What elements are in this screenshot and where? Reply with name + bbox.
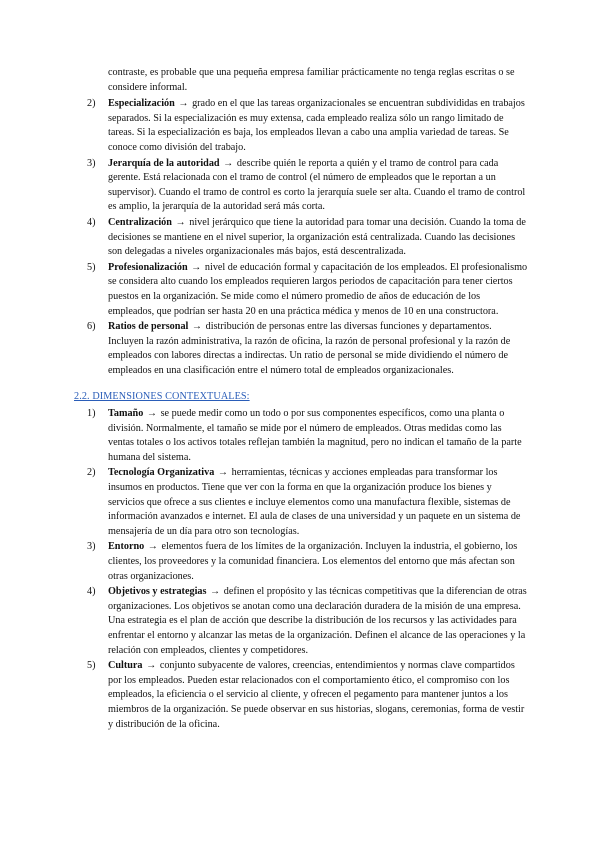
item-text: nivel jerárquico que tiene la autoridad para tomar una decisión. Cuando la toma de decisiones se mantiene en el nivel superior, la organización está centralizada. Cuando las decisiones son delegadas a niveles organizacionales más bajos, está descentralizada. xyxy=(108,216,526,258)
arrow-icon: → xyxy=(210,586,221,598)
list-item xyxy=(78,261,528,319)
item-term: Tamaño xyxy=(108,408,144,420)
item-text: nivel de educación formal y capacitación de los empleados. El profesionalismo se considera alto cuando los empleados requieren largos periodos de capacitación para tener ciertos puestos en la organización. Se mide como el número promedio de años de educación de los empleados, que podrían ser hasta 20 en una práctica médica y menos de 10 en una constructora. xyxy=(108,261,528,317)
continuation-paragraph: contraste, es probable que una pequeña empresa familiar prácticamente no tenga reglas escritas o se considere informal. xyxy=(108,67,515,93)
arrow-icon: → xyxy=(191,261,202,273)
item-term: Centralización xyxy=(108,216,172,228)
item-number: 1) xyxy=(87,408,96,420)
arrow-icon: → xyxy=(147,541,158,553)
section-heading: 2.2. DIMENSIONES CONTEXTUALES: xyxy=(74,391,250,403)
item-term: Objetivos y estrategias xyxy=(108,586,207,598)
arrow-icon: → xyxy=(191,321,203,333)
list-item xyxy=(78,585,528,658)
item-term: Tecnología Organizativa xyxy=(108,467,215,479)
item-number: 5) xyxy=(87,660,96,672)
item-text: conjunto subyacente de valores, creencias, entendimientos y normas clave compartidos por los empleados. Pueden estar relacionados con el comportamiento ético, el compromiso con los empleados, la eficiencia o el servicio al cliente, y ofrecen el pegamento para mantener juntos a los miembros de la organización. Se puede observar en sus historias, slogans, ceremonias, forma de vestir y distribución de la oficina. xyxy=(108,660,525,730)
arrow-icon: → xyxy=(178,98,189,110)
item-number: 3) xyxy=(87,541,96,553)
item-number: 4) xyxy=(87,586,96,598)
list-item xyxy=(78,97,528,155)
item-number: 2) xyxy=(87,467,96,479)
item-text: definen el propósito y las técnicas competitivas que la diferencian de otras organizaciones. Los objetivos se anotan como una declaración duradera de la misión de una empresa. Una estrategia es el plan de acción que describe la distribución de los recursos y las actividades para enfrentar el entorno y alcanzar las metas de la organización. Definen el alcance de las operaciones y la relación con empleados, clientes y competidores. xyxy=(108,586,527,656)
item-term: Especialización xyxy=(108,98,175,110)
list-item xyxy=(78,157,528,215)
list-item xyxy=(78,407,528,465)
item-number: 2) xyxy=(87,98,96,110)
item-term: Ratios de personal xyxy=(108,321,189,333)
list-item xyxy=(78,466,528,539)
arrow-icon: → xyxy=(223,157,234,169)
item-term: Entorno xyxy=(108,541,145,553)
item-term: Profesionalización xyxy=(108,261,188,273)
item-text: elementos fuera de los límites de la organización. Incluyen la industria, el gobierno, los clientes, los proveedores y la comunidad financiera. Los elementos del entorno que más afectan son otras organizaciones. xyxy=(108,541,518,582)
item-number: 5) xyxy=(87,261,96,273)
list-item xyxy=(78,320,528,378)
item-term: Jerarquía de la autoridad xyxy=(108,157,220,169)
item-text: herramientas, técnicas y acciones empleadas para transformar los insumos en productos. Tiene que ver con la forma en que la organización produce los bienes y servicios que ofrece a sus clientes e incluye elementos como una manufactura flexible, sistemas de información avanzados e internet. El aula de clases de una universidad y un paquete en un sistema de mensajería de un día para otro son tecnologías. xyxy=(108,467,521,537)
arrow-icon: → xyxy=(175,216,186,228)
structural-dimensions-list xyxy=(78,97,528,378)
list-item xyxy=(78,659,528,732)
list-item xyxy=(78,216,528,260)
item-text: se puede medir como un todo o por sus componentes específicos, como una planta o división. Normalmente, el tamaño se mide por el número de empleados. Otras medidas como las ventas totales o los activos totales reflejan también la magnitud, pero no indican el tamaño de la parte humana del sistema. xyxy=(108,408,522,463)
arrow-icon: → xyxy=(146,660,157,672)
item-text: grado en el que las tareas organizacionales se encuentran subdivididas en trabajos separados. Si la especialización es muy extensa, cada empleado realiza sólo un rango limitado de tareas. Si la especialización es baja, los empleados llevan a cabo una amplia variedad de tareas. Se conoce como división del trabajo. xyxy=(108,98,525,153)
item-term: Cultura xyxy=(108,660,143,672)
item-number: 4) xyxy=(87,216,96,228)
item-text: describe quién le reporta a quién y el tramo de control para cada gerente. Está relacionada con el tramo de control (el número de empleados que le reportan a un supervisor). Cuando el tramo de control es corto la jerarquía suele ser alta. Cuando el tramo de control es amplio, la jerarquía de la autoridad será más corta. xyxy=(108,157,526,213)
item-number: 3) xyxy=(87,157,96,169)
item-text: distribución de personas entre las diversas funciones y departamentos. Incluyen la razón administrativa, la razón de oficina, la razón de personal profesional y la razón de empleados con labores directas a indirectas. Un ratio de personal se mide dividiendo el número de empleados en una clasificación entre el número total de empleados organizacionales. xyxy=(108,321,511,376)
item-number: 6) xyxy=(87,321,96,333)
arrow-icon: → xyxy=(217,467,229,479)
arrow-icon: → xyxy=(146,408,158,420)
list-item xyxy=(78,540,528,584)
contextual-dimensions-list xyxy=(78,407,528,732)
